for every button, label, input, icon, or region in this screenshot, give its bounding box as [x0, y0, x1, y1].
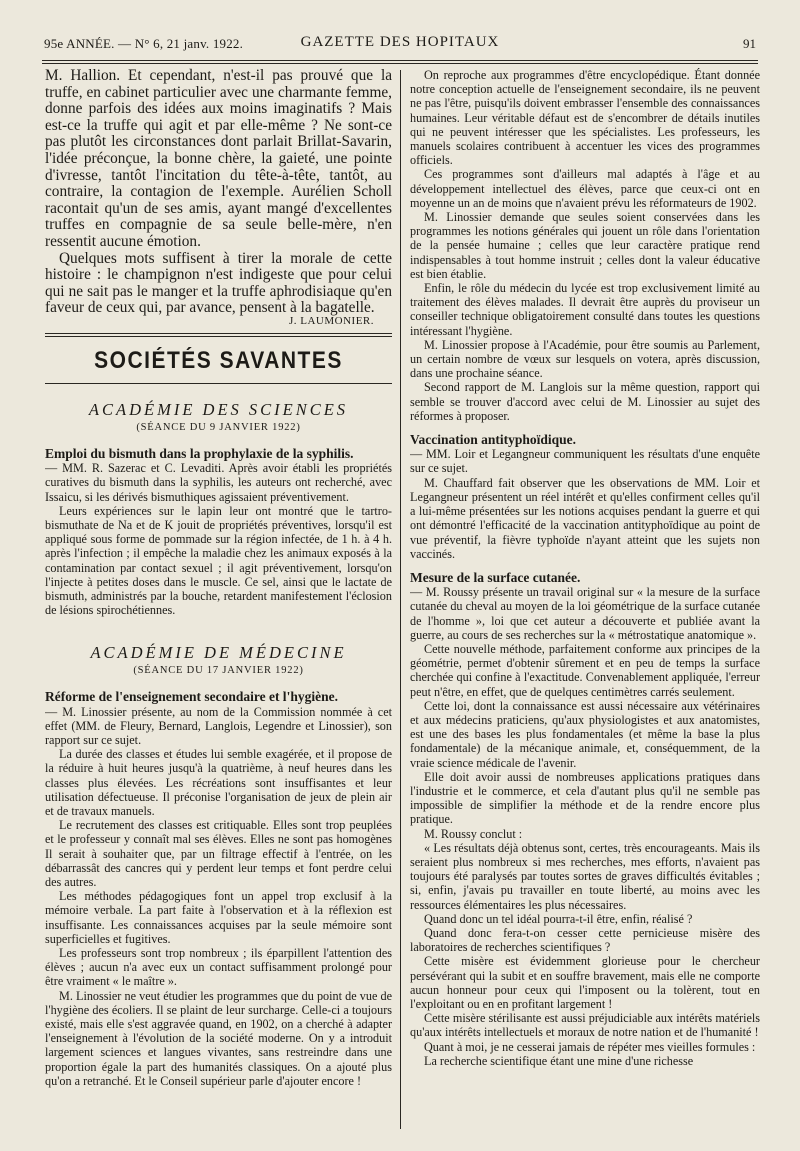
- article-paragraph: Le recrutement des classes est critiquable. Elles sont trop peuplées et le professeur y connaît mal ses élèves. Elles ne sont pas homogènes Il serait à souhaiter que, par un filtrage effectif à l'entrée, on les débarrassât des cancres qui y perdent leur temps et font perdre celui des autres.: [45, 818, 392, 889]
- issue-info: 95e ANNÉE. — N° 6, 21 janv. 1922.: [44, 36, 244, 51]
- article-paragraph: M. Roussy conclut :: [424, 826, 523, 841]
- article-paragraph: — MM. Loir et Legangneur communiquent les résultats d'une enquête sur ce sujet.: [410, 447, 760, 476]
- article-title: Mesure de la surface cutanée.: [410, 569, 581, 585]
- right-column: [410, 68, 760, 1151]
- article-paragraph: Enfin, le rôle du médecin du lycée est trop exclusivement limité au traitement des élèves malades. Il devrait être auprès du proviseur un conseiller technique obligatoirement consulté dans toutes les questions intéressant l'hygiène.: [410, 281, 760, 338]
- academy-title: ACADÉMIE DE MÉDECINE: [90, 643, 347, 663]
- intro-paragraph: Quelques mots suffisent à tirer la morale de cette histoire : le champignon n'est indigeste que pour celui qui ne sait pas le manger et la truffe aphrodisiaque qu'en faveur de ceux qui, par avance, pensent à la bagatelle.: [45, 249, 392, 317]
- article-paragraph: — MM. R. Sazerac et C. Levaditi. Après avoir établi les propriétés curatives du bismuth dans la syphilis, les auteurs ont recherché, avec Issaicu, si les dérivés bismuthiques agissaient préventivement.: [45, 461, 392, 504]
- journal-title: GAZETTE DES HOPITAUX: [300, 34, 500, 50]
- article-paragraph: — M. Roussy présente un travail original sur « la mesure de la surface cutanée du cheval au moyen de la loi géométrique de la surface cutanée de l'homme », loi que cet auteur a découverte et publiée avant la guerre, au cours de ses recherches sur la « métrostatique anatomique ».: [410, 585, 760, 642]
- article-title: Vaccination antityphoïdique.: [410, 432, 577, 448]
- header-rule: [42, 60, 758, 61]
- section-rule: [45, 383, 392, 384]
- article-paragraph: Cette misère est évidemment glorieuse pour le chercheur persévérant qui la subit et en souffre bravement, mais elle ne comporte aucun honneur pour ceux qui l'imposent ou la tolèrent, tout en l'exploitant ou en en profitant largement !: [410, 954, 760, 1011]
- author-signature: J. LAUMONIER.: [288, 314, 374, 327]
- section-rule: [45, 336, 392, 337]
- seance-date: (SÉANCE DU 17 JANVIER 1922): [133, 665, 304, 677]
- article-paragraph: Leurs expériences sur le lapin leur ont montré que le tartro-bismuthate de Na et de K jouit de propriétés préventives, lorsqu'il est appliqué sous forme de pommade sur la région infectée, de 1 h. à 4 h. après l'infection ; il empêche la maladie chez les animaux exposés à la contamination par contact sexuel ; il agit préventivement, lorsqu'on l'injecte à petites doses dans le muscle. Ce sel, ainsi que le lactate de bismuth, administrés par la bouche, retardent manifestement l'éclosion de lésions spirochétiennes.: [45, 503, 392, 618]
- article-paragraph: La recherche scientifique étant une mine d'une richesse: [424, 1053, 694, 1068]
- article-title: Réforme de l'enseignement secondaire et l'hygiène.: [45, 689, 338, 705]
- page-number: 91: [743, 36, 756, 51]
- article-paragraph: — M. Linossier présente, au nom de la Commission nommée à cet effet (MM. de Fleury, Bernard, Langlois, Legendre et Linossier), son rapport sur ce sujet.: [45, 704, 392, 747]
- section-title: SOCIÉTÉS SAVANTES: [94, 347, 343, 374]
- column-divider: [400, 70, 401, 1129]
- article-paragraph: Second rapport de M. Langlois sur la même question, rapport qui semble se trouver d'accord avec celui de M. Linossier au sujet des réformes à proposer.: [410, 380, 760, 423]
- header-rule-2: [42, 63, 758, 64]
- section-rule: [45, 333, 392, 334]
- article-paragraph: M. Linossier demande que seules soient conservées dans les programmes les notions générales qui jouent un rôle dans l'orientation de la pensée humaine ; celles que leur caractère pratique rend indispensables à tout homme instruit ; celles dont la valeur éducative est bien établie.: [410, 210, 760, 281]
- article-paragraph: Les professeurs sont trop nombreux ; ils éparpillent l'attention des élèves ; aucun n'a avec eux un contact suffisamment prolongé pour être vraiment « le maître ».: [45, 946, 392, 989]
- article-paragraph: On reproche aux programmes d'être encyclopédique. Étant donnée notre conception actuelle de l'enseignement secondaire, ils ne peuvent ne pas l'être, puisqu'ils doivent embrasser l'ensemble des connaissances humaines. Leur véritable défaut est de s'encombrer de détails inutiles qui ne peuvent intéresser que les spécialistes. Les professeurs, les manuels scolaires contribuent à accentuer les vices des programmes officiels.: [410, 68, 760, 168]
- article-paragraph: Elle doit avoir aussi de nombreuses applications pratiques dans l'industrie et le commerce, et cela d'autant plus qu'il ne semble pas impossible de simplifier la méthode et de la rendre encore plus pratique.: [410, 769, 760, 827]
- academy-title: ACADÉMIE DES SCIENCES: [88, 399, 349, 419]
- article-paragraph: M. Linossier ne veut étudier les programmes que du point de vue de l'hygiène des écoliers. Il se plaint de leur surcharge. Celle-ci a toujours existé, mais elle s'est aggravée quand, en 1902, on a cherché à adapter l'enseignement à l'évolution de la société moderne. On y a introduit largement sciences et langues vivantes, sans restreindre dans une proportion égale la part des humanités classiques. On a ajouté plus qu'on a retranché. Et le Conseil supérieur parle d'ajouter encore !: [45, 988, 392, 1088]
- article-paragraph: Quant à moi, je ne cesserai jamais de répéter mes vieilles formules :: [424, 1039, 756, 1054]
- article-title: Emploi du bismuth dans la prophylaxie de la syphilis.: [45, 445, 354, 461]
- seance-date: (SÉANCE DU 9 JANVIER 1922): [136, 421, 301, 433]
- article-paragraph: M. Chauffard fait observer que les observations de MM. Loir et Legangneur présentent un réel intérêt et qu'elles confirment celles qu'il a lui-même présentées sur les notions acquises pendant la guerre et qui ont démontré l'efficacité de la vaccination antityphoïdique au point de vue préventif, la fièvre typhoïde n'ayant atteint que les sujets non vaccinés.: [410, 475, 760, 561]
- page-header: [44, 34, 756, 56]
- article-paragraph: Quand donc fera-t-on cesser cette pernicieuse misère des laboratoires de recherches scientifiques ?: [410, 925, 760, 955]
- article-paragraph: Cette loi, dont la connaissance est aussi nécessaire aux vétérinaires et aux médecins praticiens, qu'aux physiologistes et aux anatomistes, est une des bases les plus fondamentales (et même la base la plus fondamentale) de la mécanique animale, et, conséquemment, de la vraie science médicale de l'avenir.: [410, 698, 760, 770]
- article-paragraph: « Les résultats déjà obtenus sont, certes, très encourageants. Mais ils seraient plus nombreux si mes recherches, mes efforts, n'avaient pas toujours été paralysés par toutes sortes de graves difficultés évitables ; si, enfin, j'avais pu travailler en toute liberté, au moins avec les ressources élémentaires les plus nécessaires.: [410, 840, 760, 912]
- article-paragraph: La durée des classes et études lui semble exagérée, et il propose de la réduire à huit heures jusqu'à la quatrième, à neuf heures dans les classes plus élevées. Les récréations sont insuffisantes et leur utilisation défectueuse. Il préconise l'organisation de jeux de plein air et de travaux manuels.: [45, 747, 392, 818]
- article-paragraph: Cette misère stérilisante est aussi préjudiciable aux intérêts matériels qu'aux intérêts intellectuels et moraux de notre nation et de l'humanité !: [410, 1011, 760, 1040]
- article-paragraph: Ces programmes sont d'ailleurs mal adaptés à l'âge et au développement intellectuel des élèves, parce que ceux-ci ont en moyenne un an de moins que n'avaient prévu les réformateurs de 1902.: [410, 167, 760, 210]
- article-paragraph: M. Linossier propose à l'Académie, pour être soumis au Parlement, un certain nombre de vœux sur lesquels on votera, après discussion, dans une prochaine séance.: [410, 337, 760, 381]
- article-paragraph: Cette nouvelle méthode, parfaitement conforme aux principes de la géométrie, permet d'obtenir sûrement et en peu de temps la surface cherchée qui confine à l'exactitude. Convenablement appliquée, l'erreur peut n'être, en effet, que de quelques centimètres carrés seulement.: [410, 641, 760, 699]
- article-paragraph: Les méthodes pédagogiques font un appel trop exclusif à la mémoire verbale. La part faite à l'observation et à la réflexion est insuffisante. Les connaissances acquises par la seule mémoire sont superficielles et fugitives.: [45, 889, 392, 946]
- article-paragraph: Quand donc un tel idéal pourra-t-il être, enfin, réalisé ?: [424, 911, 693, 926]
- left-column: [45, 68, 392, 1151]
- intro-paragraph: M. Hallion. Et cependant, n'est-il pas prouvé que la truffe, en cabinet particulier avec une charmante femme, donne parfois des idées aux moins imaginatifs ? Mais est-ce la truffe qui agit et par elle-même ? Ne sont-ce pas plutôt les circonstances dont parlait Brillat-Savarin, l'idée préconçue, la bonne chère, la gaieté, une pointe d'ivresse, tantôt l'incitation du tête-à-tête, tantôt, au contraire, la contagion de l'exemple. Aurélien Scholl racontait qu'un de ses amis, ayant mangé d'excellentes truffes en compagnie de sa seule belle-mère, n'en ressentit aucune émotion.: [45, 68, 392, 250]
